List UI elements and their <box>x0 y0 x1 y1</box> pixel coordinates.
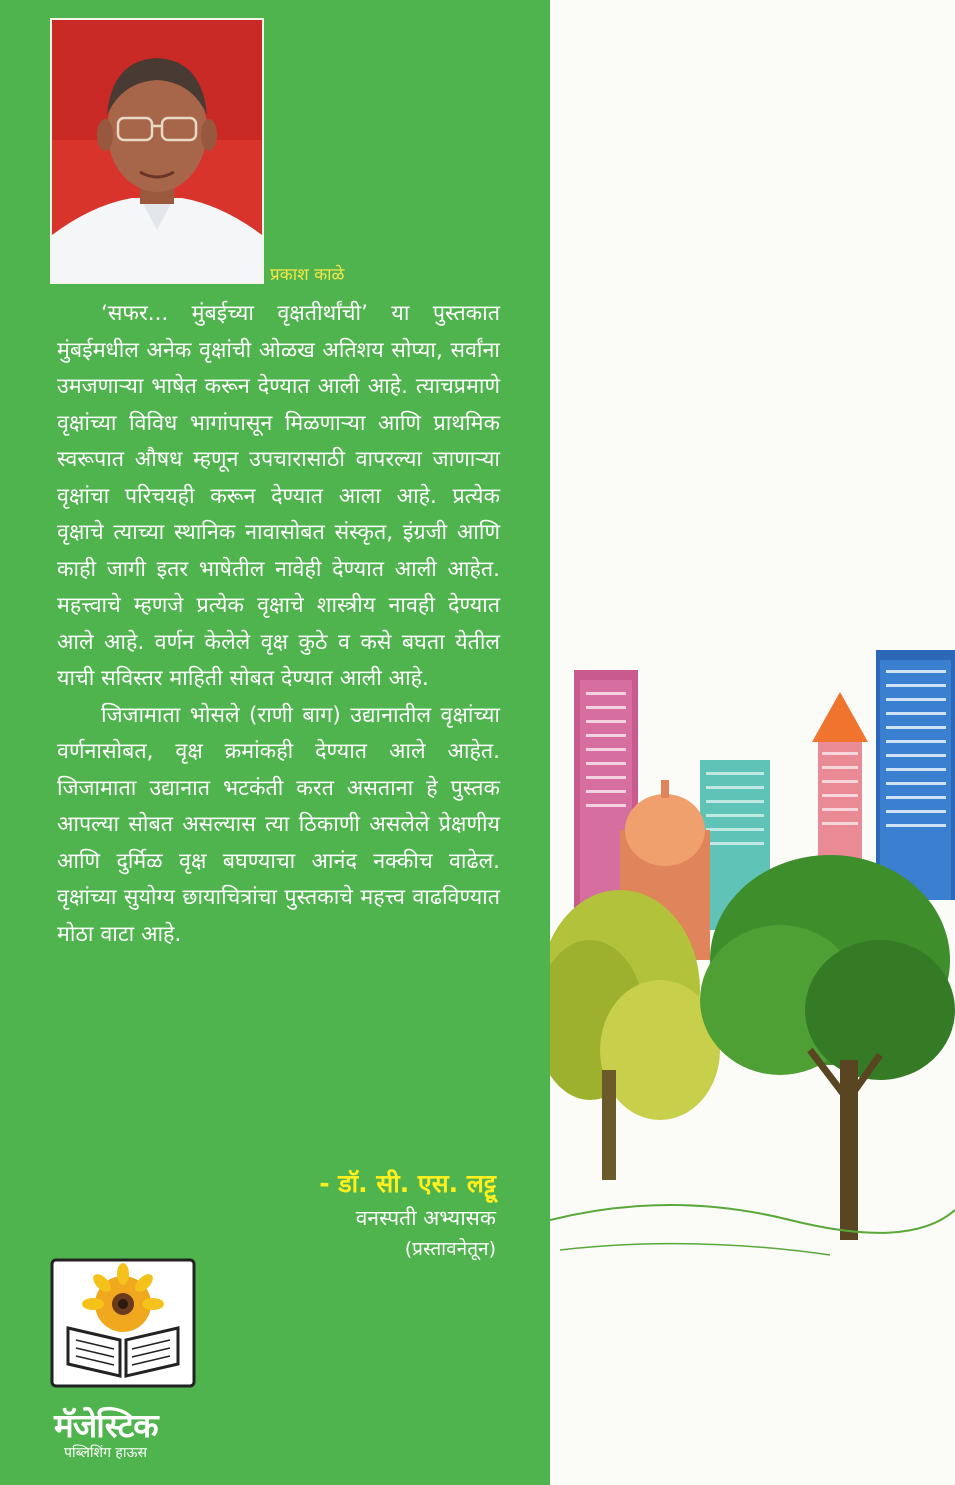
city-trees-illustration <box>550 630 955 1310</box>
publisher-subtitle: पब्लिशिंग हाऊस <box>64 1445 147 1461</box>
author-name-caption: प्रकाश काळे <box>270 265 345 285</box>
signature-block <box>319 1166 496 1264</box>
signature-role: वनस्पती अभ्यासक <box>355 1206 496 1230</box>
blurb-text <box>57 296 500 953</box>
signature-name: - डॉ. सी. एस. लट्टू <box>319 1169 496 1198</box>
signature-note: (प्रस्तावनेतून) <box>404 1238 496 1260</box>
blurb-paragraph-2: जिजामाता भोसले (राणी बाग) उद्यानातील वृक्षांच्या वर्णनासोबत, वृक्ष क्रमांकही देण्यात आले आहेत. जिजामाता उद्यानात भटकंती करत असताना हे पुस्तक आपल्या सोबत असल्यास त्या ठिकाणी असलेले प्रेक्षणीय आणि दुर्मिळ वृक्ष बघण्याचा आनंद नक्कीच वाढेल. वृक्षांच्या सुयोग्य छायाचित्रांचा पुस्तकाचे महत्त्व वाढविण्यात मोठा वाटा आहे. <box>57 702 500 947</box>
blurb-paragraph-1: ‘सफर... मुंबईच्या वृक्षतीर्थांची’ या पुस्तकात मुंबईमधील अनेक वृक्षांची ओळख अतिशय सोप्या, सर्वांना उमजणाऱ्या भाषेत करून देण्यात आली आहे. त्याचप्रमाणे वृक्षांच्या विविध भागांपासून मिळणाऱ्या आणि प्राथमिक स्वरूपात औषध म्हणून उपचारासाठी वापरल्या जाणाऱ्या वृक्षांचा परिचयही करून देण्यात आला आहे. प्रत्येक वृक्षाचे त्याच्या स्थानिक नावासोबत संस्कृत, इंग्रजी आणि काही जागी इतर भाषेतील नावेही देण्यात आली आहेत. महत्त्वाचे म्हणजे प्रत्येक वृक्षाचे शास्त्रीय नावही देण्यात आले आहे. वर्णन केलेले वृक्ष कुठे व कसे बघता येतील याची सविस्तर माहिती सोबत देण्यात आली आहे. <box>57 301 500 691</box>
publisher-name: मॅजेस्टिक <box>54 1406 158 1445</box>
author-photo <box>50 18 264 284</box>
publisher-logo-icon <box>50 1258 196 1388</box>
